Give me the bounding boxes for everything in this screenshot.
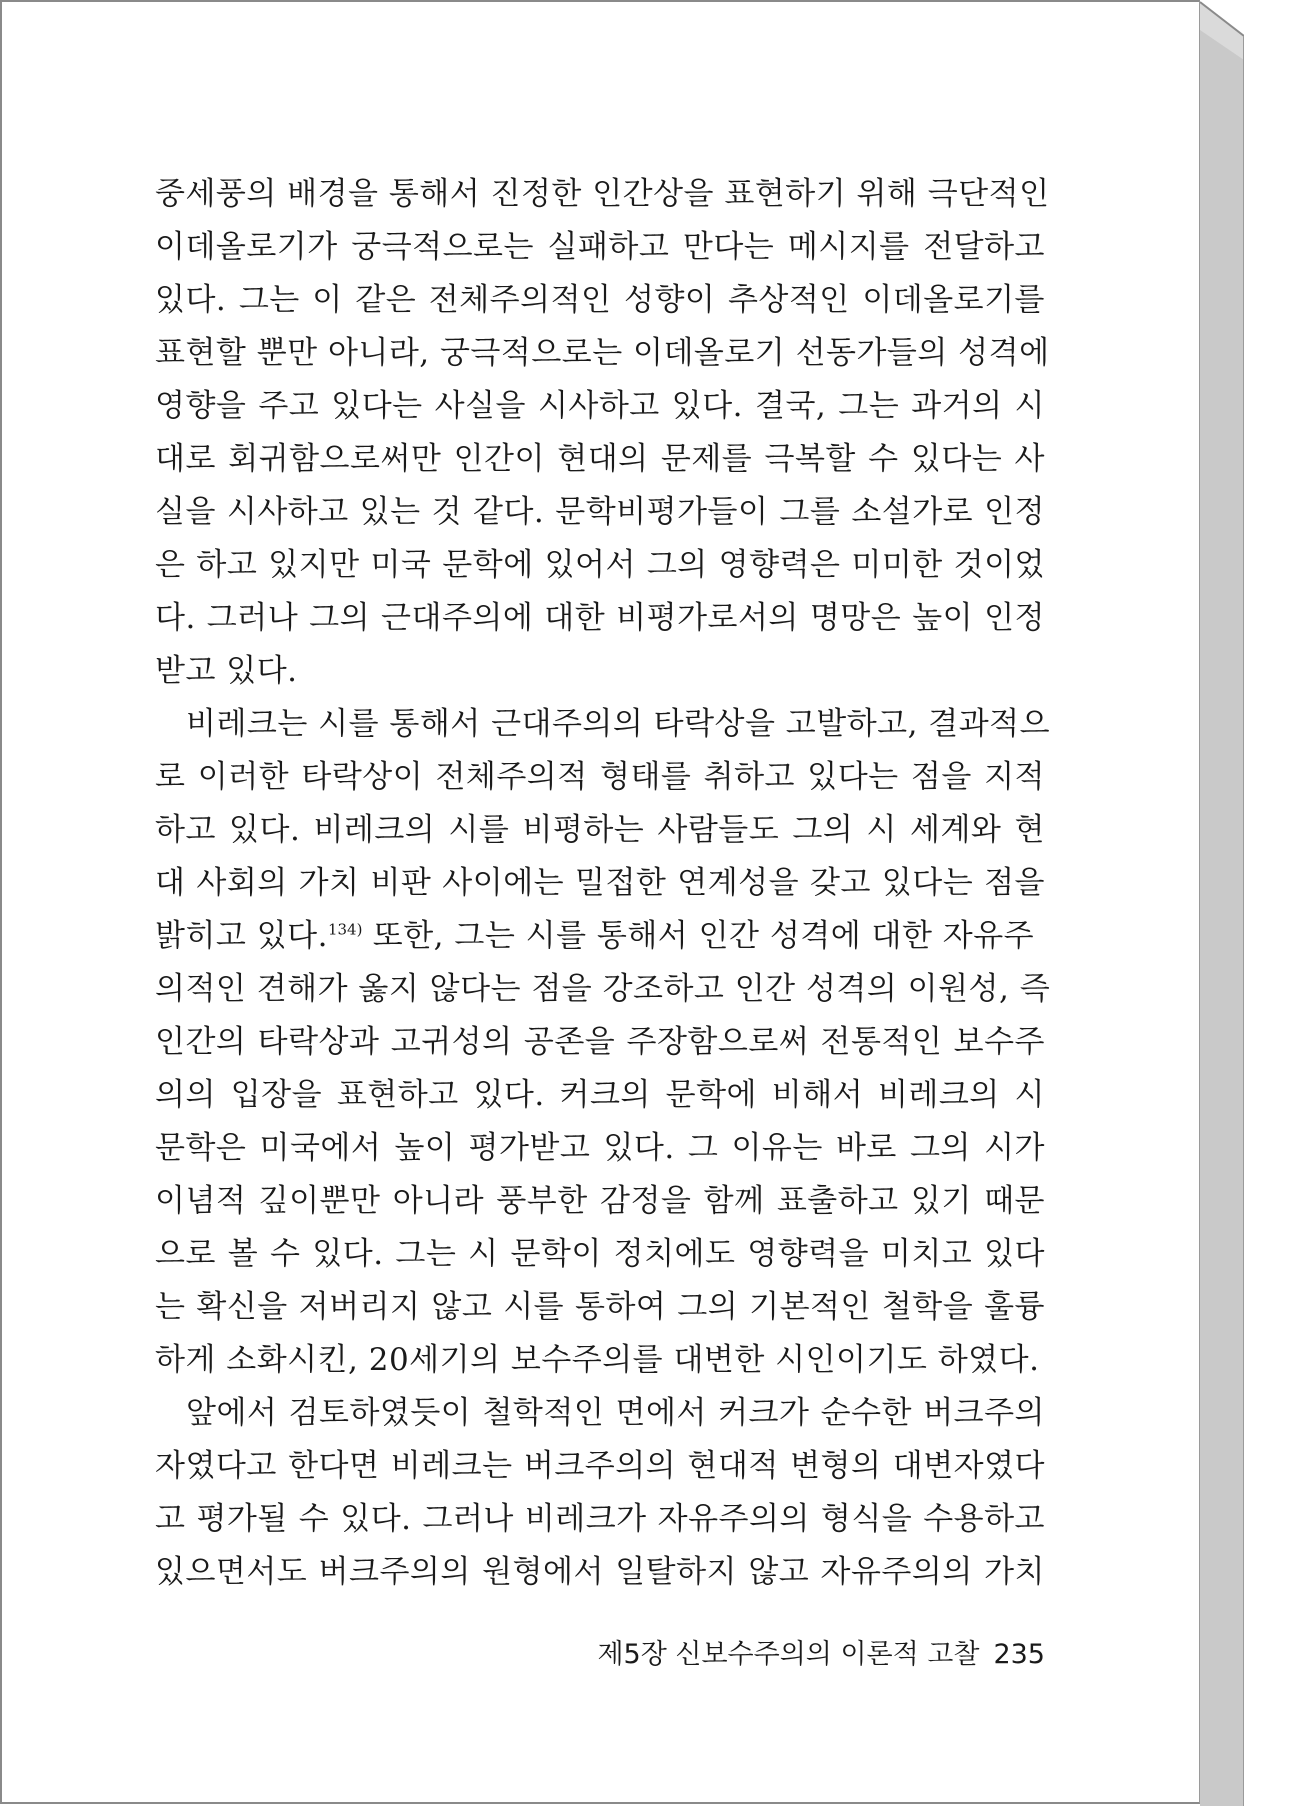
text-line: 대 사회의 가치 비판 사이에는 밀접한 연계성을 갖고 있다는 점을 xyxy=(155,865,1045,901)
text-line: 대로 회귀함으로써만 인간이 현대의 문제를 극복할 수 있다는 사 xyxy=(155,441,1045,477)
text-line: 하고 있다. 비레크의 시를 비평하는 사람들도 그의 시 세계와 현 xyxy=(155,812,1045,848)
paragraph-start-line: 앞에서 검토하였듯이 철학적인 면에서 커크가 순수한 버크주의 xyxy=(186,1395,1045,1431)
text-line: 중세풍의 배경을 통해서 진정한 인간상을 표현하기 위해 극단적인 xyxy=(155,176,1050,212)
footnote-ref: 134) xyxy=(327,920,363,939)
text-line: 이념적 깊이뿐만 아니라 풍부한 감정을 함께 표출하고 있기 때문 xyxy=(155,1183,1045,1219)
text-line: 있으면서도 버크주의의 원형에서 일탈하지 않고 자유주의의 가치 xyxy=(155,1554,1045,1590)
text-line: 으로 볼 수 있다. 그는 시 문학이 정치에도 영향력을 미치고 있다 xyxy=(155,1236,1045,1272)
text-line: 자였다고 한다면 비레크는 버크주의의 현대적 변형의 대변자였다 xyxy=(155,1448,1045,1484)
text-line: 영향을 주고 있다는 사실을 시사하고 있다. 결국, 그는 과거의 시 xyxy=(155,388,1045,424)
text-line-with-footnote xyxy=(155,910,1045,963)
text-line: 있다. 그는 이 같은 전체주의적인 성향이 추상적인 이데올로기를 xyxy=(155,282,1045,318)
text-line: 실을 시사하고 있는 것 같다. 문학비평가들이 그를 소설가로 인정 xyxy=(155,494,1045,530)
text-segment: 밝히고 있다. xyxy=(155,918,328,954)
text-line: 로 이러한 타락상이 전체주의적 형태를 취하고 있다는 점을 지적 xyxy=(155,759,1045,795)
book-page-edge xyxy=(1200,0,1244,1806)
text-line: 이데올로기가 궁극적으로는 실패하고 만다는 메시지를 전달하고 xyxy=(155,229,1045,265)
page-edge-shading xyxy=(1200,0,1244,1806)
paragraph-start-line: 비레크는 시를 통해서 근대주의의 타락상을 고발하고, 결과적으 xyxy=(186,706,1051,742)
text-line: 문학은 미국에서 높이 평가받고 있다. 그 이유는 바로 그의 시가 xyxy=(155,1130,1045,1166)
body-text xyxy=(155,168,1051,1599)
chapter-title: 제5장 신보수주의의 이론적 고찰 xyxy=(597,1639,980,1670)
text-segment: 또한, 그는 시를 통해서 인간 성격에 대한 자유주 xyxy=(362,918,1035,954)
text-line: 은 하고 있지만 미국 문학에 있어서 그의 영향력은 미미한 것이었 xyxy=(155,547,1045,583)
text-line: 하게 소화시킨, 20세기의 보수주의를 대변한 시인이기도 하였다. xyxy=(155,1342,1040,1378)
text-line: 인간의 타락상과 고귀성의 공존을 주장함으로써 전통적인 보수주 xyxy=(155,1024,1045,1060)
text-line: 표현할 뿐만 아니라, 궁극적으로는 이데올로기 선동가들의 성격에 xyxy=(155,335,1050,371)
text-line: 고 평가될 수 있다. 그러나 비레크가 자유주의의 형식을 수용하고 xyxy=(155,1501,1045,1537)
text-line: 의의 입장을 표현하고 있다. 커크의 문학에 비해서 비레크의 시 xyxy=(155,1077,1045,1113)
text-line: 의적인 견해가 옳지 않다는 점을 강조하고 인간 성격의 이원성, 즉 xyxy=(155,971,1051,1007)
page-number: 235 xyxy=(993,1639,1045,1670)
text-line: 받고 있다. xyxy=(155,653,298,689)
running-footer xyxy=(590,1632,1045,1671)
text-line: 는 확신을 저버리지 않고 시를 통하여 그의 기본적인 철학을 훌륭 xyxy=(155,1289,1045,1325)
text-line: 다. 그러나 그의 근대주의에 대한 비평가로서의 명망은 높이 인정 xyxy=(155,600,1045,636)
